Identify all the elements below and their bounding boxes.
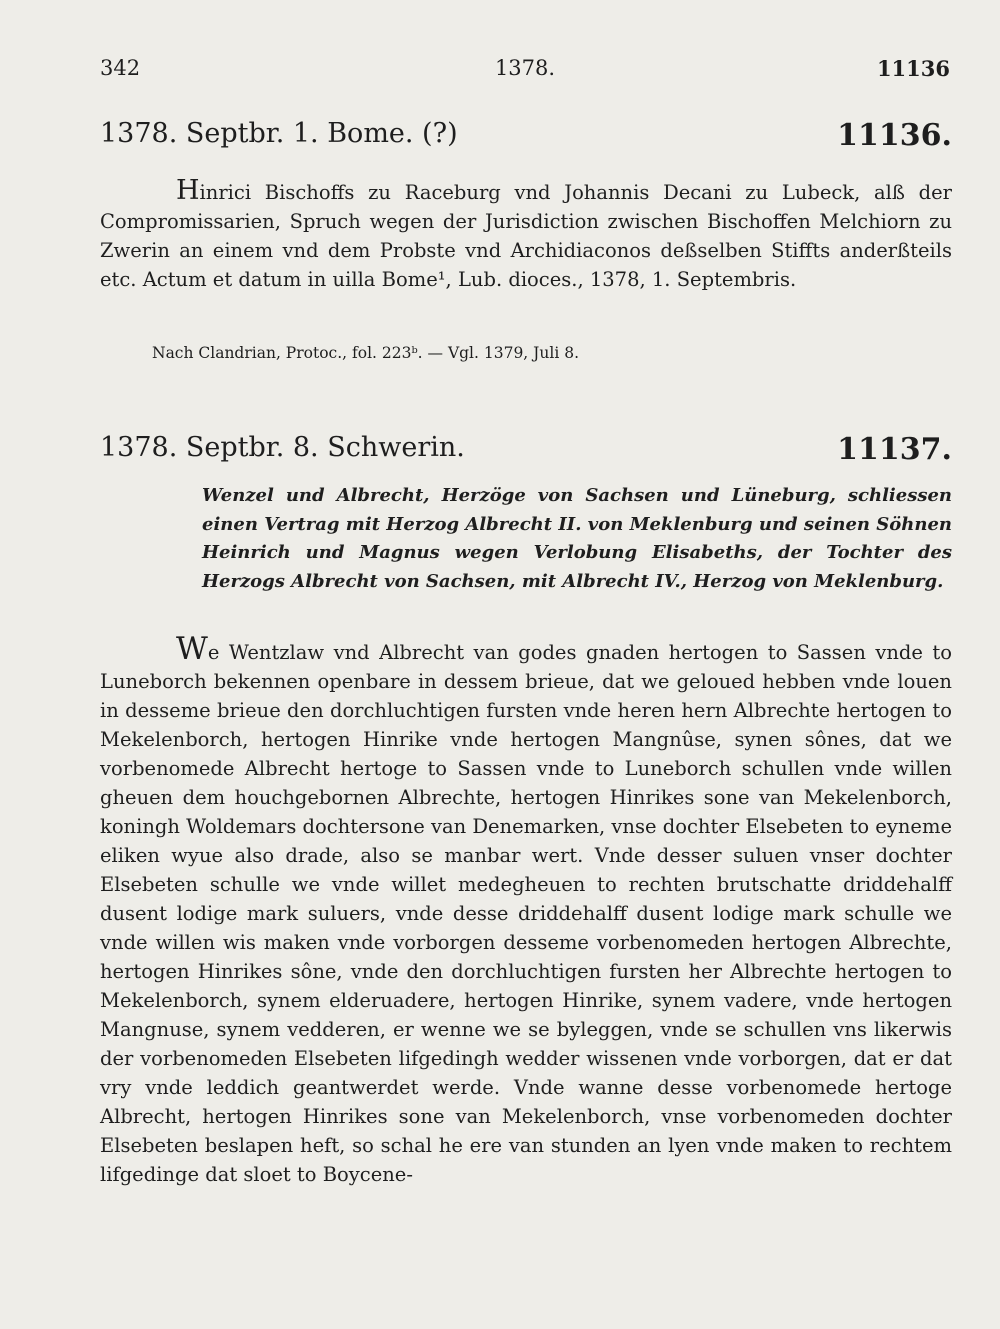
running-year: 1378.	[494, 56, 556, 80]
entry-date-place: 1378. Septbr. 1. Bome. (?)	[100, 118, 458, 149]
entry-date-place: 1378. Septbr. 8. Schwerin.	[100, 432, 465, 463]
entry-heading	[100, 432, 952, 472]
initial-letter: H	[176, 175, 200, 206]
page-number: 342	[100, 56, 141, 80]
entry-number: 11137.	[837, 432, 952, 467]
running-head	[100, 56, 950, 88]
initial-letter: W	[176, 631, 208, 667]
entry-text-body: inrici Bischoffs zu Raceburg vnd Johannis Decani zu Lubeck, alß der Compromissarien, Spruch wegen der Jurisdiction zwischen Bischoffen Melchiorn zu Zwerin an einem vnd dem Probste vnd Archidiaconos deßselben Stiffts anderßteils etc. Actum et datum in uilla Bome¹, Lub. dioces., 1378, 1. Septembris.	[100, 181, 952, 291]
running-entry-number: 11136	[876, 56, 950, 81]
entry-text	[100, 631, 952, 1189]
entry-text-body: e Wentzlaw vnd Albrecht van godes gnaden hertogen to Sassen vnde to Luneborch bekennen openbare in dessem brieue, dat we geloued hebben vnde louen in desseme brieue den dorchluchtigen fursten vnde heren hern Albrechte hertogen to Mekelenborch, hertogen Hinrike vnde hertogen Mangnûse, synen sônes, dat we vorbenomede Albrecht hertoge to Sassen vnde to Luneborch schullen vnde willen gheuen dem houchgebornen Albrechte, hertogen Hinrikes sone van Mekelenborch, koningh Woldemars dochtersone van Denemarken, vnse dochter Elsebeten to eyneme eliken wyue also drade, also se manbar wert. Vnde desser suluen vnser dochter Elsebeten schulle we vnde willet medegheuen to rechten brutschatte driddehalff dusent lodige mark suluers, vnde desse driddehalff dusent lodige mark schulle we vnde willen wis maken vnde vorborgen desseme vorbenomeden hertogen Albrechte, hertogen Hinrikes sône, vnde den dorchluchtigen fursten her Albrechte hertogen to Mekelenborch, synem elderuadere, hertogen Hinrike, synem vadere, vnde hertogen Mangnuse, synem vedderen, er wenne we se byleggen, vnde se schullen vns likerwis der vorbenomeden Elsebeten lifgedingh wedder wissenen vnde vorborgen, dat er dat vry vnde leddich geantwerdet werde. Vnde wanne desse vorbenomede hertoge Albrecht, hertogen Hinrikes sone van Mekelenborch, vnse vorbenomeden dochter Elsebeten beslapen heft, so schal he ere van stunden an lyen vnde maken to rechtem lifgedinge dat sloet to Boycene-	[100, 641, 952, 1186]
entry-summary: Wenzel und Albrecht, Herzöge von Sachsen und Lüneburg, schliessen einen Vertrag mit Herzog Albrecht II. von Meklenburg und seinen Söhnen Heinrich und Magnus wegen Verlobung Elisabeths, der Tochter des Herzogs Albrecht von Sachsen, mit Albrecht IV., Herzog von Meklenburg.	[202, 485, 952, 592]
entry-text	[100, 176, 952, 294]
entry-number: 11136.	[837, 118, 952, 153]
entry-heading	[100, 118, 952, 158]
source-note: Nach Clandrian, Protoc., fol. 223ᵇ. — Vgl. 1379, Juli 8.	[152, 344, 579, 362]
